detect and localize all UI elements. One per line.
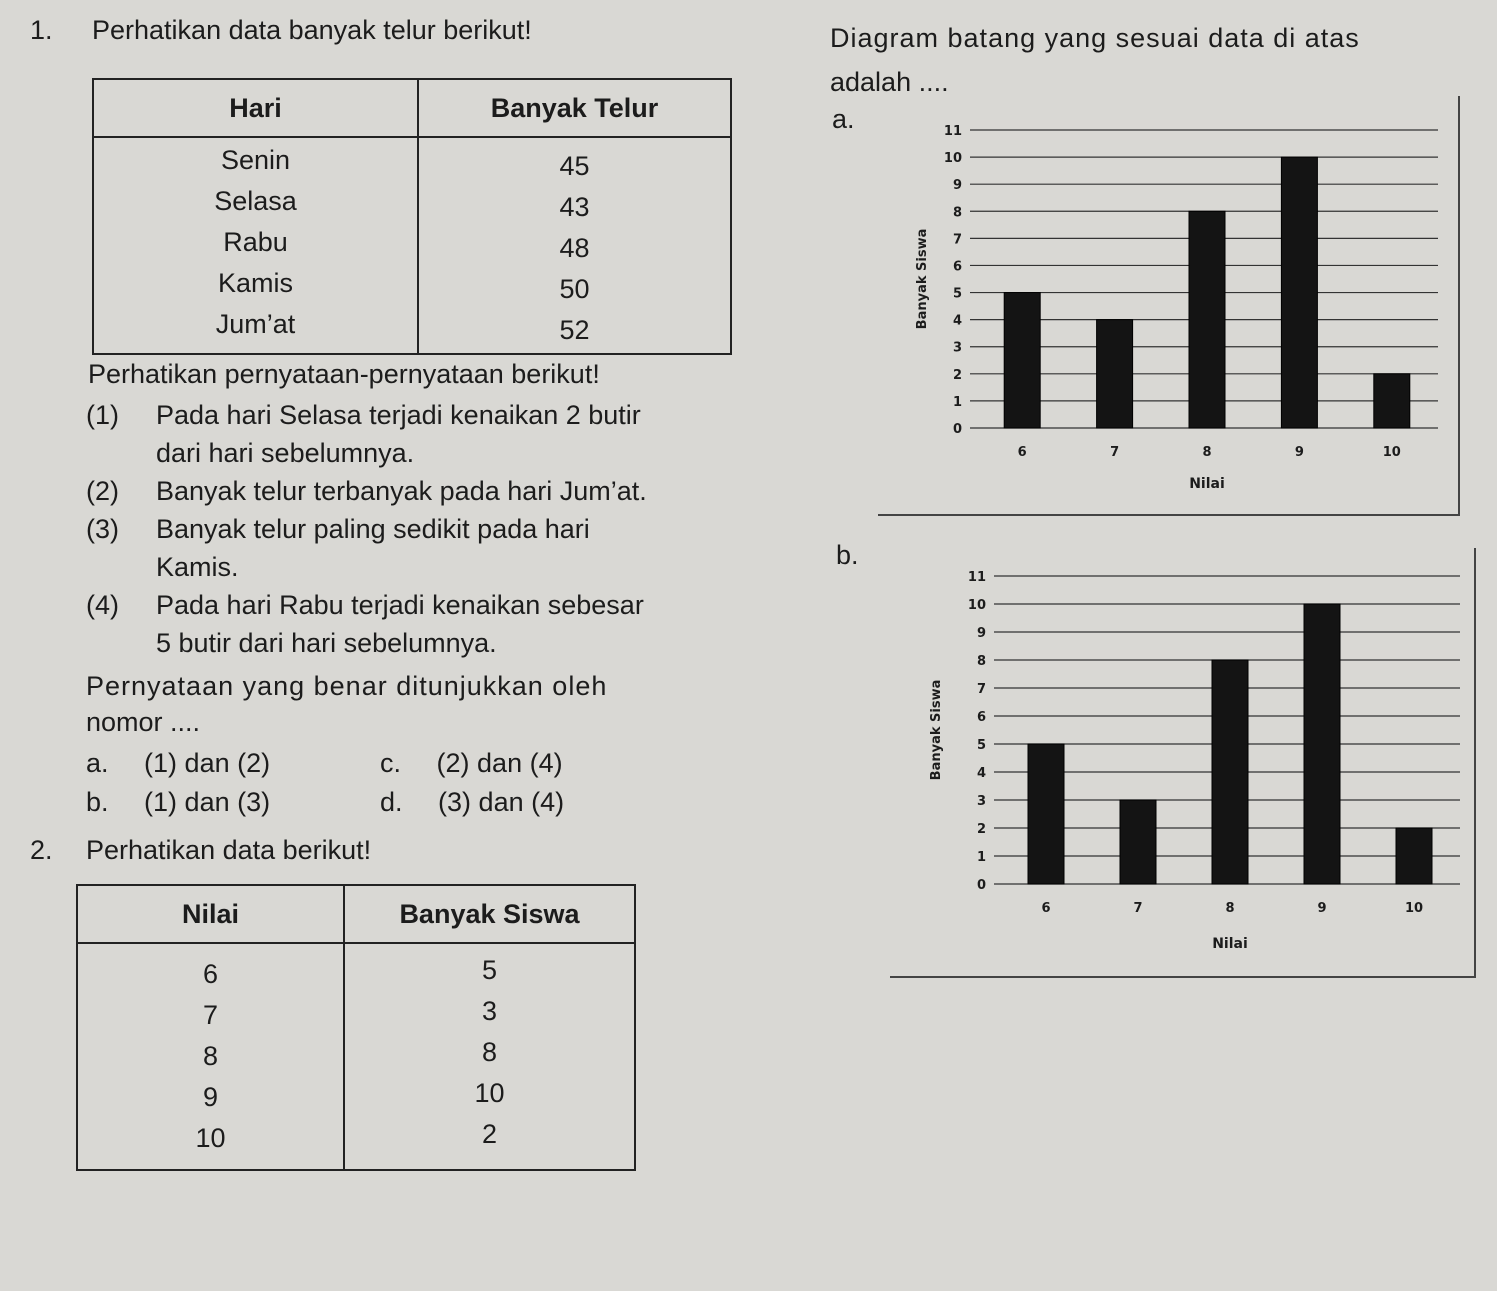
bar [1004,293,1040,428]
statement-number: (3) [86,514,119,544]
question-2-title: Perhatikan data berikut! [86,835,372,865]
statement-2 [86,472,746,510]
table-cell-count: 48 [559,233,590,263]
chart-a-label: a. [832,104,855,134]
diagram-prompt-line-1: Diagram batang yang sesuai data di atas [830,23,1360,53]
x-tick-label: 9 [1317,901,1327,916]
x-axis-title: Nilai [1212,936,1248,952]
bar [1212,660,1248,884]
y-tick-label: 11 [967,570,986,585]
question-prompt-line-1: Pernyataan yang benar ditunjukkan oleh [86,671,608,701]
egg-count-column [418,137,731,354]
table-cell-students: 3 [481,996,498,1026]
statements-instruction: Perhatikan pernyataan-pernyataan berikut! [88,359,600,389]
y-tick-label: 2 [976,822,986,837]
table-cell-day: Selasa [214,186,297,216]
option-a[interactable] [86,744,270,783]
table-cell-students: 5 [481,955,498,985]
y-tick-label: 5 [952,286,962,302]
statement-text: Banyak telur terbanyak pada hari Jum’at. [156,476,647,506]
score-data-table [76,884,636,1171]
y-tick-label: 4 [976,766,986,781]
table-cell-count: 52 [559,315,590,345]
option-text: (1) dan (3) [144,787,271,817]
bar [1304,604,1340,884]
y-tick-label: 1 [976,850,986,865]
table-header-banyak-telur: Banyak Telur [418,79,731,137]
option-b[interactable] [86,783,270,822]
table-cell-students: 2 [481,1119,498,1149]
bar [1028,744,1064,884]
x-tick-label: 8 [1225,901,1235,916]
y-axis-title: Banyak Siswa [929,679,944,781]
question-1-number: 1. [30,15,53,45]
table-cell-score: 9 [202,1082,219,1112]
y-tick-label: 0 [976,878,986,893]
x-tick-label: 6 [1041,901,1051,916]
table-cell-count: 43 [559,192,590,222]
statement-text: 5 butir dari hari sebelumnya. [156,628,497,658]
chart-a-frame [878,96,1460,516]
question-1-title: Perhatikan data banyak telur berikut! [92,15,532,45]
bar [1281,157,1317,428]
bar [1189,211,1225,428]
option-letter: b. [86,787,109,817]
table-cell-day: Senin [220,145,291,175]
y-tick-label: 1 [952,394,962,410]
table-cell-score: 8 [202,1041,219,1071]
statement-3 [86,510,746,586]
x-tick-label: 7 [1110,445,1120,460]
question-prompt-line-2: nomor .... [86,707,201,737]
y-tick-label: 10 [967,598,986,613]
x-tick-label: 7 [1133,901,1143,916]
y-tick-label: 9 [976,626,986,641]
y-tick-label: 7 [976,682,986,697]
student-count-column [344,943,635,1170]
x-axis-title: Nilai [1189,476,1225,492]
y-tick-label: 10 [943,151,962,167]
statements-list [86,396,746,662]
egg-data-table [92,78,732,355]
x-tick-label: 10 [1382,445,1401,460]
table-header-nilai: Nilai [77,885,344,943]
y-tick-label: 0 [952,422,962,437]
statement-text: Pada hari Selasa terjadi kenaikan 2 butir [156,400,641,430]
table-header-hari: Hari [93,79,418,137]
bar-chart-b [890,548,1474,976]
bar [1120,800,1156,884]
statement-number: (2) [86,476,119,506]
table-cell-students: 10 [474,1078,505,1108]
table-cell-day: Rabu [223,227,288,257]
y-tick-label: 4 [952,313,962,329]
table-cell-score: 6 [202,959,219,989]
x-tick-label: 6 [1017,445,1027,460]
score-column [77,943,344,1170]
option-text: (1) dan (2) [144,748,271,778]
question-2-number: 2. [30,835,53,865]
table-cell-day: Kamis [217,268,293,298]
table-cell-count: 50 [559,274,590,304]
option-letter: a. [86,748,109,778]
y-tick-label: 3 [952,340,962,356]
y-tick-label: 9 [952,178,962,194]
y-axis-title: Banyak Siswa [915,228,930,330]
day-column [93,137,418,354]
diagram-prompt-line-2: adalah .... [830,67,949,97]
y-tick-label: 2 [952,367,962,383]
statement-number: (1) [86,400,119,430]
chart-b-frame [890,548,1476,978]
option-c[interactable] [380,744,563,783]
table-header-banyak-siswa: Banyak Siswa [344,885,635,943]
statement-text: Pada hari Rabu terjadi kenaikan sebesar [156,590,644,620]
answer-options [86,744,706,824]
option-text: (2) dan (4) [436,748,563,778]
x-tick-label: 9 [1294,445,1304,460]
statement-1 [86,396,746,472]
option-letter: d. [380,787,403,817]
y-tick-label: 3 [976,794,986,809]
y-tick-label: 5 [976,738,986,753]
y-tick-label: 6 [952,259,962,275]
statement-text: dari hari sebelumnya. [156,438,415,468]
y-tick-label: 8 [976,654,986,669]
bar [1097,320,1133,428]
table-cell-score: 10 [195,1123,226,1153]
statement-text: Kamis. [156,552,239,582]
bar [1374,374,1410,428]
statement-number: (4) [86,590,119,620]
option-d[interactable] [380,783,564,822]
y-tick-label: 11 [943,124,962,139]
bar-chart-a [878,96,1458,514]
x-tick-label: 8 [1202,445,1212,460]
option-letter: c. [380,748,402,778]
chart-b-label: b. [836,540,859,570]
table-cell-count: 45 [559,151,590,181]
option-text: (3) dan (4) [438,787,565,817]
y-tick-label: 6 [976,710,986,725]
table-cell-score: 7 [202,1000,219,1030]
x-tick-label: 10 [1404,901,1424,916]
statement-4 [86,586,746,662]
bar [1396,828,1432,884]
statement-text: Banyak telur paling sedikit pada hari [156,514,590,544]
y-tick-label: 8 [952,205,962,221]
table-cell-students: 8 [481,1037,498,1067]
y-tick-label: 7 [952,232,962,248]
table-cell-day: Jum’at [215,309,296,339]
